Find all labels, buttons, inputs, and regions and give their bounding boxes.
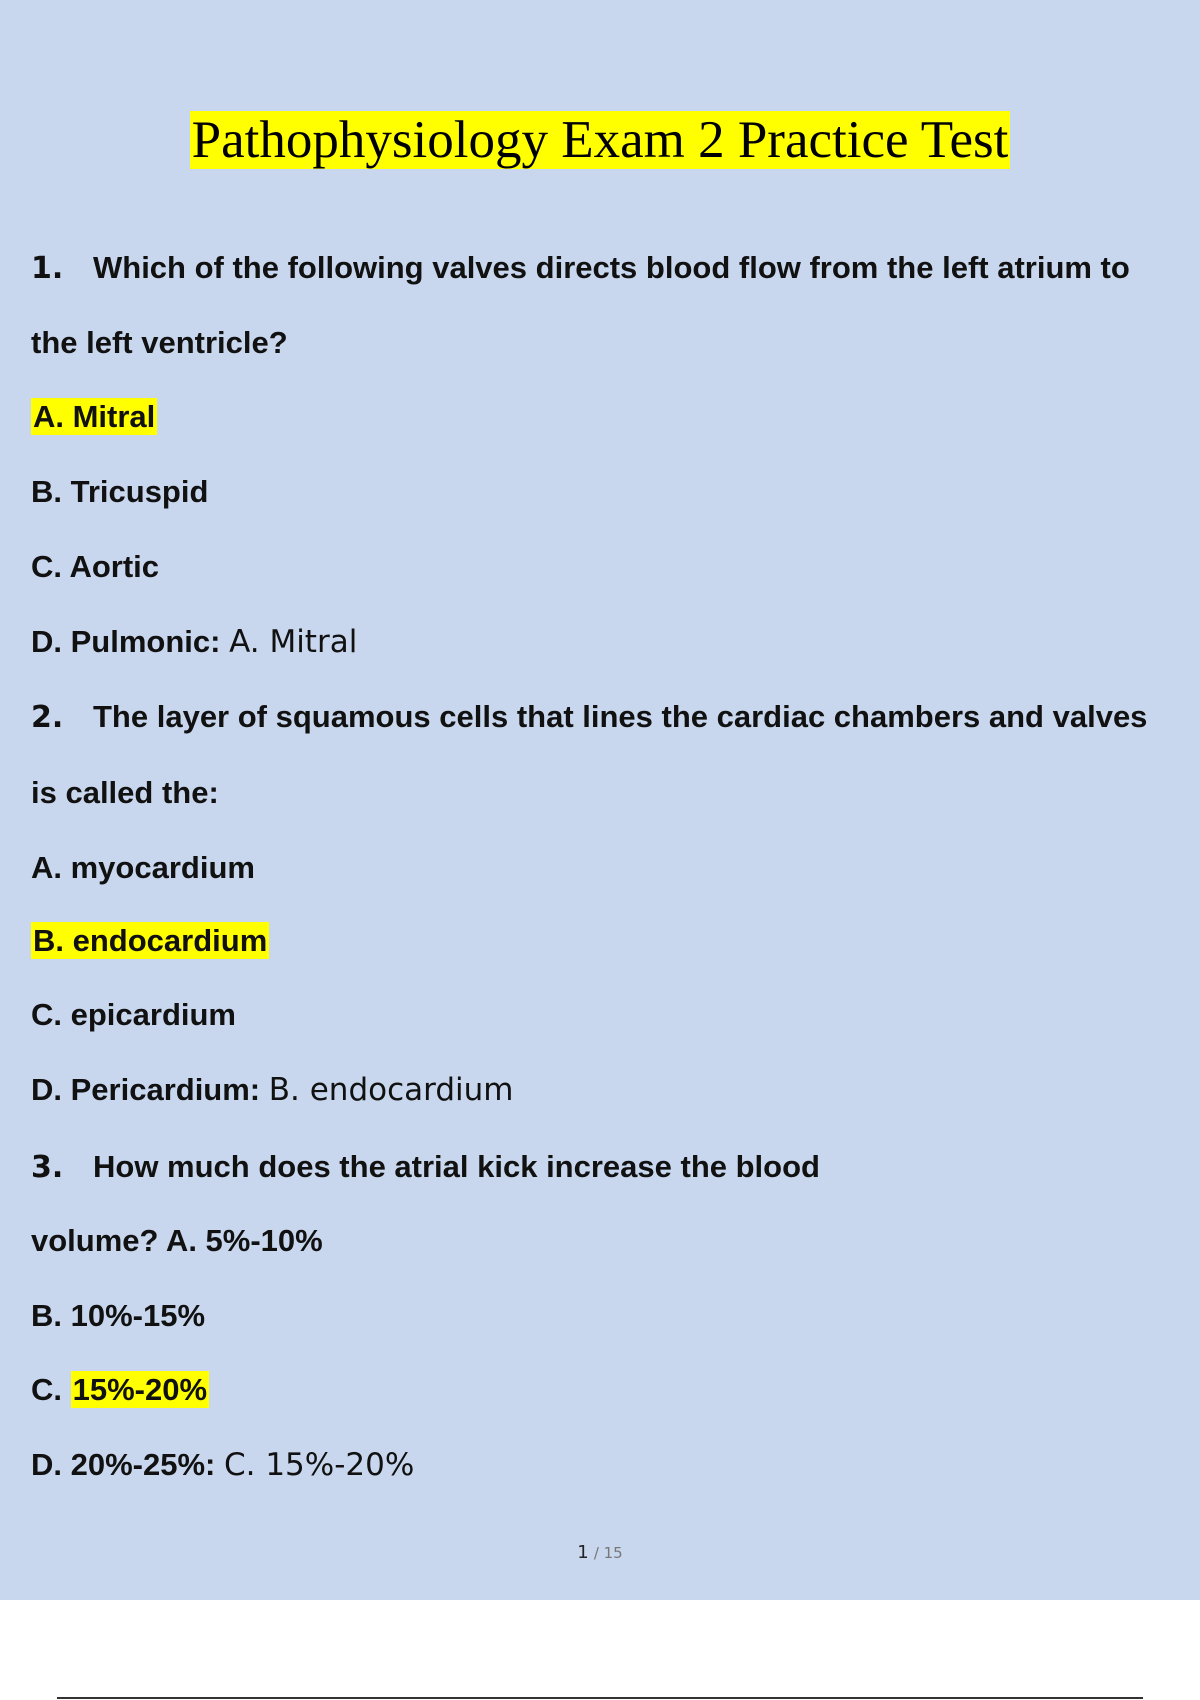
question-3-number: 3. — [31, 1150, 64, 1185]
question-2-number: 2. — [31, 700, 64, 735]
question-3-option-d — [31, 1446, 414, 1484]
question-1-answer: A. Mitral — [229, 624, 358, 660]
total-pages: / 15 — [593, 1544, 623, 1562]
question-2-option-a: A. myocardium — [31, 850, 255, 885]
question-3-line-1 — [31, 1148, 820, 1187]
question-2-text: The layer of squamous cells that lines the cardiac chambers and valves — [93, 699, 1148, 734]
question-2-option-c: C. epicardium — [31, 997, 236, 1032]
page-title: Pathophysiology Exam 2 Practice Test — [191, 111, 1009, 169]
question-2-line-1 — [31, 698, 1147, 737]
question-1-option-d-label: D. Pulmonic: — [31, 624, 221, 659]
question-3-option-d-label: D. 20%-25%: — [31, 1447, 216, 1482]
question-1-option-d — [31, 623, 357, 661]
question-3-answer: C. 15%-20% — [223, 1447, 415, 1483]
question-1-option-a — [31, 398, 157, 436]
title-container — [0, 108, 1200, 172]
question-2-option-d-label: D. Pericardium: — [31, 1072, 261, 1107]
current-page: 1 — [577, 1542, 589, 1563]
question-1-text-line-2: the left ventricle? — [31, 325, 288, 360]
question-2-option-b — [31, 922, 269, 960]
question-3-text: How much does the atrial kick increase the blood — [93, 1149, 820, 1184]
highlighted-correct-option: 15%-20% — [72, 1372, 208, 1407]
question-2-text-line-2: is called the: — [31, 775, 219, 810]
question-1-line-1 — [31, 249, 1130, 288]
question-2-option-d — [31, 1071, 513, 1109]
highlighted-correct-option: A. Mitral — [33, 399, 156, 434]
question-3-option-b: B. 10%-15% — [31, 1298, 206, 1333]
next-page-rule — [57, 1697, 1143, 1699]
question-3-option-c-letter: C. — [31, 1372, 71, 1407]
page-number — [0, 1542, 1200, 1563]
question-3-text-line-2: volume? A. 5%-10% — [31, 1223, 323, 1258]
question-3-option-c — [31, 1371, 209, 1409]
question-1-number: 1. — [31, 251, 64, 286]
highlighted-correct-option: B. endocardium — [33, 923, 268, 958]
question-1-option-b: B. Tricuspid — [31, 474, 209, 509]
question-1-text: Which of the following valves directs blood flow from the left atrium to — [93, 250, 1130, 285]
question-1-option-c: C. Aortic — [31, 549, 160, 584]
question-2-answer: B. endocardium — [268, 1072, 514, 1108]
